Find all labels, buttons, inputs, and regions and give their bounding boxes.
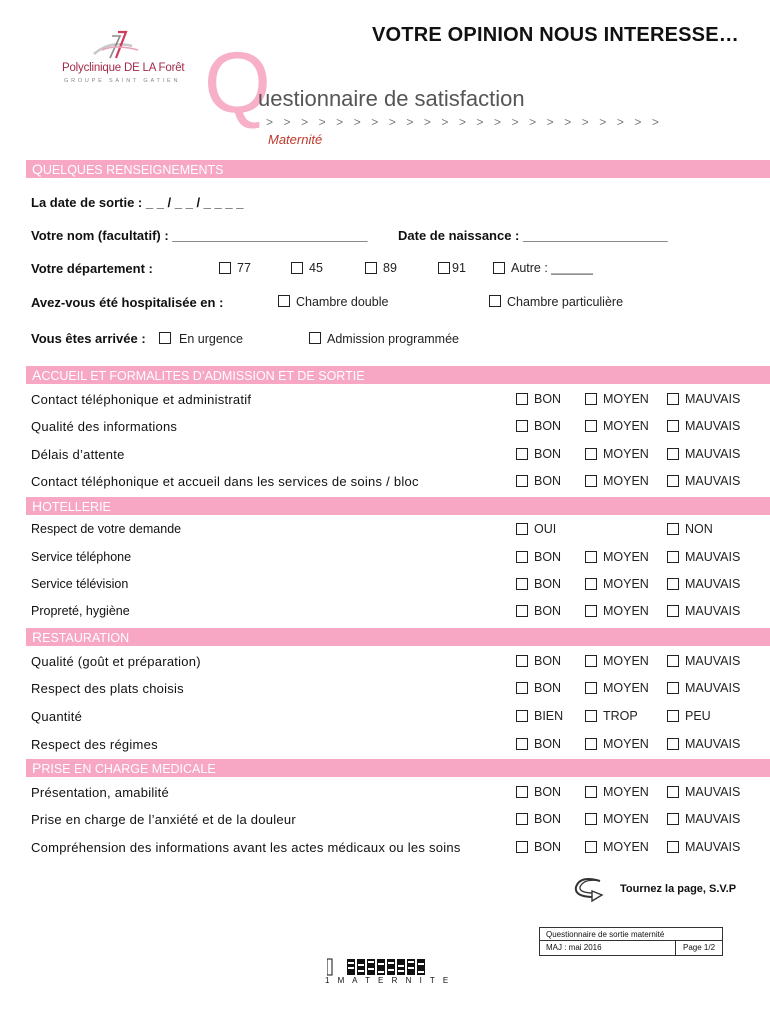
urgence-label: En urgence xyxy=(179,332,243,346)
restauration-item-0-label: Qualité (goût et préparation) xyxy=(31,654,201,669)
logo-subtitle: GROUPE SAINT GATIEN xyxy=(64,78,181,84)
turn-page-note: Tournez la page, S.V.P xyxy=(620,883,737,895)
restauration-item-2-trop-label: TROP xyxy=(603,709,638,723)
restauration-item-0-bon-checkbox[interactable] xyxy=(516,655,528,667)
prise-item-2-moyen-label: MOYEN xyxy=(603,840,649,854)
hotellerie-item-1-bon-label: BON xyxy=(534,550,562,564)
accueil-item-3-bon-checkbox[interactable] xyxy=(516,475,528,487)
prise-item-1-mauvais-label: MAUVAIS xyxy=(685,812,741,826)
accueil-item-1-moyen-label: MOYEN xyxy=(603,419,649,433)
restauration-item-3-moyen-label: MOYEN xyxy=(603,737,649,751)
accueil-item-3-mauvais-checkbox[interactable] xyxy=(667,475,679,487)
restauration-item-1-moyen-checkbox[interactable] xyxy=(585,682,597,694)
hotellerie-item-0-non-checkbox[interactable] xyxy=(667,523,679,535)
document-info-box xyxy=(539,927,723,956)
accueil-item-0-bon-checkbox[interactable] xyxy=(516,393,528,405)
hospitalisee-label: Avez-vous été hospitalisée en : xyxy=(31,295,224,310)
accueil-item-2-bon-checkbox[interactable] xyxy=(516,448,528,460)
restauration-item-3-mauvais-checkbox[interactable] xyxy=(667,738,679,750)
restauration-item-2-trop-checkbox[interactable] xyxy=(585,710,597,722)
prise-item-2-bon-checkbox[interactable] xyxy=(516,841,528,853)
accueil-item-2-moyen-checkbox[interactable] xyxy=(585,448,597,460)
accueil-item-3-label: Contact téléphonique et accueil dans les services de soins / bloc xyxy=(31,474,419,489)
hotellerie-item-2-label: Service télévision xyxy=(31,577,129,591)
prise-item-2-moyen-checkbox[interactable] xyxy=(585,841,597,853)
restauration-item-0-moyen-label: MOYEN xyxy=(603,654,649,668)
questionnaire-subtitle: uestionnaire de satisfaction xyxy=(258,86,525,111)
accueil-item-1-mauvais-checkbox[interactable] xyxy=(667,420,679,432)
restauration-item-3-label: Respect des régimes xyxy=(31,737,158,752)
prise-item-0-mauvais-label: MAUVAIS xyxy=(685,785,741,799)
accueil-item-2-bon-label: BON xyxy=(534,447,562,461)
hotellerie-item-3-mauvais-checkbox[interactable] xyxy=(667,605,679,617)
dept-77-label: 77 xyxy=(237,261,251,275)
accueil-item-1-label: Qualité des informations xyxy=(31,419,178,434)
restauration-item-1-moyen-label: MOYEN xyxy=(603,681,649,695)
clinic-logo xyxy=(52,28,185,88)
restauration-item-2-label: Quantité xyxy=(31,709,83,724)
hotellerie-item-0-oui-checkbox[interactable] xyxy=(516,523,528,535)
accueil-item-3-bon-label: BON xyxy=(534,474,562,488)
hotellerie-item-0-non-label: NON xyxy=(685,522,713,536)
hotellerie-item-2-moyen-label: MOYEN xyxy=(603,577,649,591)
admission-checkbox[interactable] xyxy=(309,332,321,344)
hotellerie-item-3-bon-label: BON xyxy=(534,604,562,618)
service-name: Maternité xyxy=(268,132,323,147)
restauration-item-2-peu-checkbox[interactable] xyxy=(667,710,679,722)
section-header-prise-en-charge: PRISE EN CHARGE MEDICALE xyxy=(26,759,770,777)
hotellerie-item-2-mauvais-label: MAUVAIS xyxy=(685,577,741,591)
restauration-item-0-moyen-checkbox[interactable] xyxy=(585,655,597,667)
accueil-item-3-moyen-checkbox[interactable] xyxy=(585,475,597,487)
prise-item-0-moyen-label: MOYEN xyxy=(603,785,649,799)
accueil-item-1-bon-checkbox[interactable] xyxy=(516,420,528,432)
prise-item-0-mauvais-checkbox[interactable] xyxy=(667,786,679,798)
accueil-item-2-label: Délais d’attente xyxy=(31,447,125,462)
restauration-item-2-bien-label: BIEN xyxy=(534,709,564,723)
hotellerie-item-2-mauvais-checkbox[interactable] xyxy=(667,578,679,590)
dept-autre-label: Autre : ______ xyxy=(511,261,594,275)
restauration-item-1-mauvais-label: MAUVAIS xyxy=(685,681,741,695)
doc-name: Questionnaire de sortie maternité xyxy=(540,928,722,941)
restauration-item-0-mauvais-checkbox[interactable] xyxy=(667,655,679,667)
decorative-arrows: > > > > > > > > > > > > > > > > > > > > > > > xyxy=(266,115,663,129)
hotellerie-item-1-bon-checkbox[interactable] xyxy=(516,551,528,563)
dept-45-label: 45 xyxy=(309,261,323,275)
section-header-hotellerie: HOTELLERIE xyxy=(26,497,770,515)
hotellerie-item-3-label: Propreté, hygiène xyxy=(31,604,130,618)
restauration-item-0-mauvais-label: MAUVAIS xyxy=(685,654,741,668)
restauration-item-3-bon-label: BON xyxy=(534,737,562,751)
departement-label: Votre département : xyxy=(31,261,153,276)
prise-item-1-bon-label: BON xyxy=(534,812,562,826)
hotellerie-item-1-mauvais-checkbox[interactable] xyxy=(667,551,679,563)
prise-item-2-mauvais-label: MAUVAIS xyxy=(685,840,741,854)
arrivee-label: Vous êtes arrivée : xyxy=(31,331,146,346)
chambre-double-checkbox[interactable] xyxy=(278,295,290,307)
admission-label: Admission programmée xyxy=(327,332,459,346)
accueil-item-0-mauvais-checkbox[interactable] xyxy=(667,393,679,405)
date-sortie-field[interactable]: La date de sortie : _ _ / _ _ / _ _ _ _ xyxy=(31,195,244,210)
prise-item-2-mauvais-checkbox[interactable] xyxy=(667,841,679,853)
logo-name: Polyclinique DE LA Forêt xyxy=(62,62,185,74)
dept-autre-checkbox[interactable] xyxy=(493,262,505,274)
chambre-particuliere-checkbox[interactable] xyxy=(489,295,501,307)
accueil-item-1-mauvais-label: MAUVAIS xyxy=(685,419,741,433)
accueil-item-3-mauvais-label: MAUVAIS xyxy=(685,474,741,488)
hotellerie-item-3-moyen-checkbox[interactable] xyxy=(585,605,597,617)
hotellerie-item-1-moyen-checkbox[interactable] xyxy=(585,551,597,563)
doc-page: Page 1/2 xyxy=(682,943,716,952)
hotellerie-item-1-label: Service téléphone xyxy=(31,550,132,564)
restauration-item-1-bon-label: BON xyxy=(534,681,562,695)
naissance-field[interactable]: Date de naissance : ____________________ xyxy=(398,228,668,243)
hotellerie-item-3-bon-checkbox[interactable] xyxy=(516,605,528,617)
page-title: VOTRE OPINION NOUS INTERESSE… xyxy=(372,24,739,46)
chambre-double-label: Chambre double xyxy=(296,295,389,309)
restauration-item-1-bon-checkbox[interactable] xyxy=(516,682,528,694)
prise-item-0-bon-checkbox[interactable] xyxy=(516,786,528,798)
accueil-item-0-mauvais-label: MAUVAIS xyxy=(685,392,741,406)
accueil-item-2-moyen-label: MOYEN xyxy=(603,447,649,461)
prise-item-0-bon-label: BON xyxy=(534,785,562,799)
accueil-item-3-moyen-label: MOYEN xyxy=(603,474,649,488)
accueil-item-2-mauvais-label: MAUVAIS xyxy=(685,447,741,461)
section-header-accueil: ACCUEIL ET FORMALITES D’ADMISSION ET DE SORTIE xyxy=(26,366,770,384)
section-header-renseignements: QUELQUES RENSEIGNEMENTS xyxy=(26,160,770,178)
doc-maj: MAJ : mai 2016 xyxy=(540,941,676,955)
prise-item-1-label: Prise en charge de l’anxiété et de la douleur xyxy=(31,812,296,827)
dept-89-label: 89 xyxy=(383,261,397,275)
hotellerie-item-3-mauvais-label: MAUVAIS xyxy=(685,604,741,618)
hotellerie-item-0-oui-label: OUI xyxy=(534,522,557,536)
restauration-item-1-mauvais-checkbox[interactable] xyxy=(667,682,679,694)
hotellerie-item-0-label: Respect de votre demande xyxy=(31,522,182,536)
barcode-caption: 1 M A T E R N I T E xyxy=(325,976,452,985)
prise-item-1-mauvais-checkbox[interactable] xyxy=(667,813,679,825)
restauration-item-3-mauvais-label: MAUVAIS xyxy=(685,737,741,751)
dept-91-label: 91 xyxy=(452,261,466,275)
accueil-item-0-moyen-checkbox[interactable] xyxy=(585,393,597,405)
accueil-item-0-moyen-label: MOYEN xyxy=(603,392,649,406)
accueil-item-0-bon-label: BON xyxy=(534,392,562,406)
hotellerie-item-1-moyen-label: MOYEN xyxy=(603,550,649,564)
accueil-item-1-bon-label: BON xyxy=(534,419,562,433)
restauration-item-2-bien-checkbox[interactable] xyxy=(516,710,528,722)
hotellerie-item-2-bon-label: BON xyxy=(534,577,562,591)
restauration-item-1-label: Respect des plats choisis xyxy=(31,681,184,696)
dept-45-checkbox[interactable] xyxy=(291,262,303,274)
restauration-item-0-bon-label: BON xyxy=(534,654,562,668)
hotellerie-item-1-mauvais-label: MAUVAIS xyxy=(685,550,741,564)
logo-mark-icon xyxy=(88,28,148,62)
urgence-checkbox[interactable] xyxy=(159,332,171,344)
accueil-item-1-moyen-checkbox[interactable] xyxy=(585,420,597,432)
prise-item-1-moyen-label: MOYEN xyxy=(603,812,649,826)
nom-field[interactable]: Votre nom (facultatif) : ___________________________ xyxy=(31,228,368,243)
prise-item-0-label: Présentation, amabilité xyxy=(31,785,169,800)
section-header-restauration: RESTAURATION xyxy=(26,628,770,646)
dept-89-checkbox[interactable] xyxy=(365,262,377,274)
turn-page-arrow-icon xyxy=(570,873,610,903)
prise-item-1-bon-checkbox[interactable] xyxy=(516,813,528,825)
restauration-item-2-peu-label: PEU xyxy=(685,709,711,723)
hotellerie-item-3-moyen-label: MOYEN xyxy=(603,604,649,618)
accueil-item-0-label: Contact téléphonique et administratif xyxy=(31,392,252,407)
dept-77-checkbox[interactable] xyxy=(219,262,231,274)
dept-91-checkbox[interactable] xyxy=(438,262,450,274)
prise-item-2-bon-label: BON xyxy=(534,840,562,854)
title-initial: Q xyxy=(204,35,271,131)
chambre-particuliere-label: Chambre particulière xyxy=(507,295,624,309)
hotellerie-item-2-moyen-checkbox[interactable] xyxy=(585,578,597,590)
prise-item-1-moyen-checkbox[interactable] xyxy=(585,813,597,825)
prise-item-0-moyen-checkbox[interactable] xyxy=(585,786,597,798)
hotellerie-item-2-bon-checkbox[interactable] xyxy=(516,578,528,590)
prise-item-2-label: Compréhension des informations avant les actes médicaux ou les soins xyxy=(31,840,461,855)
accueil-item-2-mauvais-checkbox[interactable] xyxy=(667,448,679,460)
restauration-item-3-bon-checkbox[interactable] xyxy=(516,738,528,750)
restauration-item-3-moyen-checkbox[interactable] xyxy=(585,738,597,750)
